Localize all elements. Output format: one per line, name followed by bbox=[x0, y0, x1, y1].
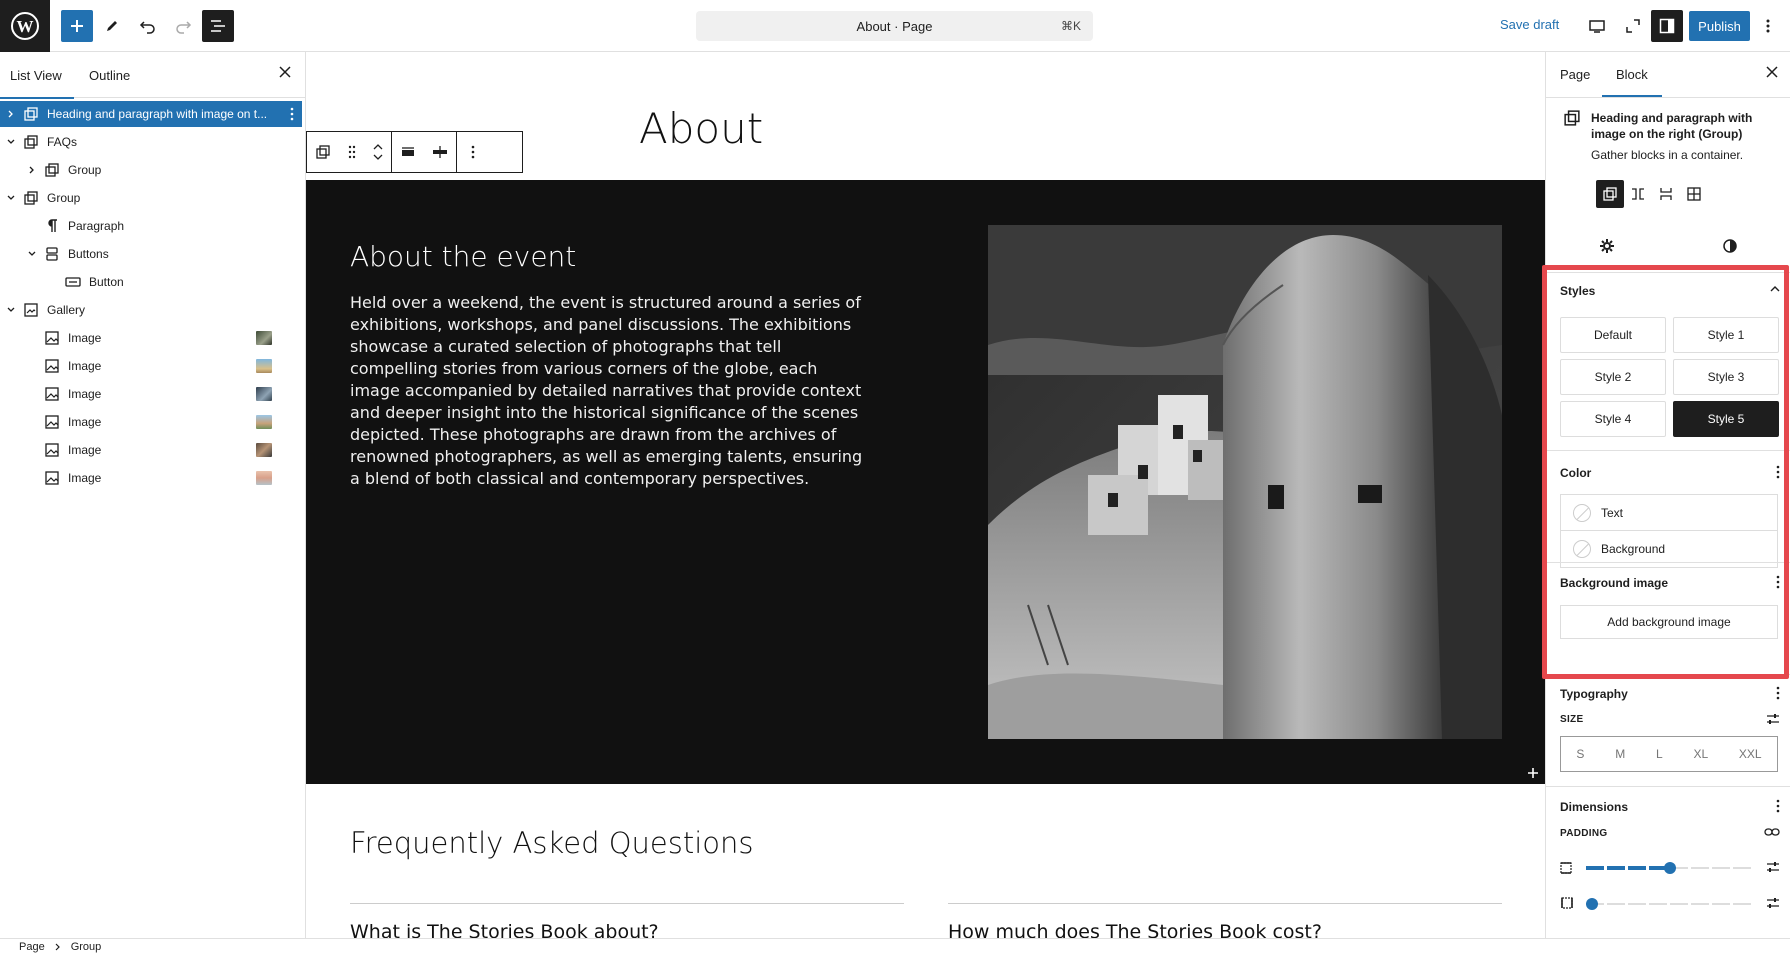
block-toolbar bbox=[306, 131, 523, 173]
tab-page[interactable]: Page bbox=[1560, 67, 1591, 82]
page-title[interactable]: About bbox=[639, 104, 764, 153]
size-option-m[interactable]: M bbox=[1615, 747, 1626, 761]
list-item-label: Group bbox=[68, 163, 102, 177]
typography-options-icon[interactable] bbox=[1776, 686, 1780, 700]
more-group bbox=[457, 132, 489, 172]
document-title: About · Page bbox=[856, 18, 933, 34]
list-item-image[interactable] bbox=[0, 325, 302, 351]
sidebar-tabs bbox=[1546, 52, 1790, 98]
document-overview-icon[interactable] bbox=[202, 10, 234, 42]
link-sides-icon[interactable] bbox=[1764, 827, 1780, 837]
panel-divider bbox=[1546, 272, 1790, 273]
buttons-icon bbox=[44, 246, 60, 262]
chevron-right-icon[interactable] bbox=[5, 108, 17, 120]
breadcrumb-item-group[interactable]: Group bbox=[70, 940, 102, 953]
tab-outline[interactable]: Outline bbox=[89, 68, 131, 83]
list-item-label: Image bbox=[68, 415, 102, 429]
undo-icon[interactable] bbox=[132, 10, 164, 42]
list-item-label: Image bbox=[68, 331, 102, 345]
group-icon bbox=[23, 190, 39, 206]
group-icon bbox=[23, 134, 39, 150]
faq-question[interactable]: How much does The Stories Book cost? bbox=[948, 921, 1322, 938]
list-item-faqs[interactable] bbox=[0, 129, 302, 155]
group-icon bbox=[23, 106, 39, 122]
style-4-button[interactable]: Style 4 bbox=[1560, 401, 1666, 437]
list-item-button[interactable] bbox=[0, 269, 302, 295]
chevron-down-icon[interactable] bbox=[5, 136, 17, 148]
svg-text:W: W bbox=[16, 17, 34, 36]
horizontal-padding-icon bbox=[1560, 897, 1574, 909]
block-type-group bbox=[307, 132, 392, 172]
image-icon bbox=[44, 386, 60, 402]
chevron-down-icon[interactable] bbox=[26, 248, 38, 260]
drag-handle-icon[interactable] bbox=[339, 132, 365, 172]
list-item-image[interactable] bbox=[0, 353, 302, 379]
panel-divider bbox=[1546, 562, 1790, 563]
add-block-button[interactable] bbox=[61, 10, 93, 42]
list-item-label: Heading and paragraph with image on t... bbox=[47, 107, 268, 121]
options-menu-icon[interactable] bbox=[1758, 10, 1778, 42]
group-icon bbox=[1564, 110, 1580, 126]
list-item-image[interactable] bbox=[0, 465, 302, 491]
block-variations bbox=[1596, 180, 1708, 208]
align-full-icon[interactable] bbox=[392, 132, 424, 172]
slider-thumb[interactable] bbox=[1664, 862, 1676, 874]
background-image-panel-title: Background image bbox=[1560, 576, 1669, 590]
color-settings-list bbox=[1560, 494, 1778, 568]
command-shortcut: ⌘K bbox=[1060, 19, 1081, 33]
size-label: SIZE bbox=[1560, 714, 1584, 725]
image-thumbnail bbox=[256, 471, 272, 485]
empty-swatch-icon bbox=[1573, 504, 1591, 522]
horizontal-padding-slider[interactable] bbox=[1586, 902, 1754, 906]
dimensions-panel-title: Dimensions bbox=[1560, 800, 1629, 814]
chevron-down-icon[interactable] bbox=[5, 192, 17, 204]
wordpress-logo-icon[interactable] bbox=[0, 0, 50, 52]
image-icon bbox=[44, 330, 60, 346]
inspector-tabs bbox=[1546, 228, 1790, 264]
image-thumbnail bbox=[256, 443, 272, 457]
list-item-label: Group bbox=[47, 191, 81, 205]
text-color-item[interactable] bbox=[1561, 495, 1777, 531]
image-icon bbox=[44, 358, 60, 374]
button-icon bbox=[65, 274, 81, 290]
stack-variation-icon[interactable] bbox=[1652, 180, 1680, 208]
image-thumbnail bbox=[256, 331, 272, 345]
custom-padding-icon[interactable] bbox=[1766, 897, 1780, 909]
move-up-down-icon[interactable] bbox=[365, 132, 391, 172]
text-color-label: Text bbox=[1601, 505, 1624, 520]
vertical-padding-icon bbox=[1560, 861, 1572, 875]
half-circle-styles-icon[interactable] bbox=[1669, 228, 1790, 264]
chevron-right-icon bbox=[55, 943, 61, 951]
grid-variation-icon[interactable] bbox=[1680, 180, 1708, 208]
styles-panel-title[interactable]: Styles bbox=[1560, 284, 1596, 298]
settings-sidebar bbox=[1545, 52, 1790, 938]
vertical-padding-slider[interactable] bbox=[1586, 866, 1754, 870]
image-icon bbox=[44, 442, 60, 458]
list-item-label: Image bbox=[68, 471, 102, 485]
event-heading[interactable]: About the event bbox=[350, 240, 577, 273]
pencil-icon[interactable] bbox=[96, 10, 128, 42]
dimensions-options-icon[interactable] bbox=[1776, 799, 1780, 813]
publish-button[interactable]: Publish bbox=[1689, 11, 1750, 41]
close-icon[interactable] bbox=[279, 66, 291, 78]
list-item-label: Gallery bbox=[47, 303, 86, 317]
style-5-button[interactable]: Style 5 bbox=[1673, 401, 1779, 437]
chevron-down-icon[interactable] bbox=[5, 304, 17, 316]
list-item-image[interactable] bbox=[0, 381, 302, 407]
list-item-buttons[interactable] bbox=[0, 241, 302, 267]
row-variation-icon[interactable] bbox=[1624, 180, 1652, 208]
group-icon bbox=[44, 162, 60, 178]
more-options-icon[interactable] bbox=[457, 132, 489, 172]
image-icon bbox=[44, 414, 60, 430]
add-block-plus-icon[interactable] bbox=[1525, 765, 1541, 781]
event-paragraph[interactable]: Held over a weekend, the event is structured around a series of exhibitions, workshops, and panel discussions. The exhibitions showcase a curated selection of photographs that tell compelling stories from various corners of the globe, each image accompanied by detailed narratives that provide context and deeper insight into the historical significance of the scenes depicted. These photographs are drawn from the archives of renowned photographers, as well as emerging talents, ensuring a blend of both classical and contemporary perspectives. bbox=[350, 293, 863, 488]
list-item-paragraph[interactable] bbox=[0, 213, 302, 239]
settings-sidebar-icon[interactable] bbox=[1651, 10, 1683, 42]
size-option-s[interactable]: S bbox=[1576, 747, 1585, 761]
slider-fill bbox=[1586, 866, 1670, 870]
panel-divider bbox=[1546, 674, 1790, 675]
more-options-icon[interactable] bbox=[290, 107, 294, 121]
list-item-label: Image bbox=[68, 387, 102, 401]
size-option-xxl[interactable]: XXL bbox=[1738, 747, 1762, 761]
typography-panel-title: Typography bbox=[1560, 687, 1628, 701]
list-item-label: Paragraph bbox=[68, 219, 125, 233]
editor-canvas[interactable] bbox=[306, 52, 1545, 938]
group-icon[interactable] bbox=[307, 132, 339, 172]
slider-track bbox=[1586, 903, 1754, 905]
close-icon[interactable] bbox=[1766, 66, 1778, 78]
image-thumbnail bbox=[256, 415, 272, 429]
gallery-icon bbox=[23, 302, 39, 318]
paragraph-icon bbox=[44, 218, 60, 234]
alignment-group bbox=[392, 132, 457, 172]
group-variation-icon[interactable] bbox=[1596, 180, 1624, 208]
style-1-button[interactable]: Style 1 bbox=[1673, 317, 1779, 353]
custom-size-icon[interactable] bbox=[1766, 713, 1780, 725]
custom-padding-icon[interactable] bbox=[1766, 861, 1780, 873]
faq-divider bbox=[350, 903, 904, 904]
tab-block[interactable]: Block bbox=[1616, 67, 1648, 82]
top-toolbar bbox=[0, 0, 1790, 52]
chevron-right-icon[interactable] bbox=[26, 164, 38, 176]
list-view-panel bbox=[0, 52, 306, 938]
font-size-toggle bbox=[1560, 736, 1778, 772]
save-draft-button[interactable]: Save draft bbox=[1500, 17, 1560, 32]
color-panel-title: Color bbox=[1560, 466, 1592, 480]
list-item-group[interactable] bbox=[0, 185, 302, 211]
redo-icon[interactable] bbox=[167, 10, 199, 42]
desktop-preview-icon[interactable] bbox=[1581, 10, 1613, 42]
list-item-group[interactable] bbox=[0, 157, 302, 183]
image-icon bbox=[44, 470, 60, 486]
list-item-label: Buttons bbox=[68, 247, 109, 261]
cliff-dwelling-image[interactable] bbox=[988, 225, 1502, 739]
list-item-label: Button bbox=[89, 275, 124, 289]
faq-heading[interactable]: Frequently Asked Questions bbox=[350, 826, 754, 860]
style-default-button[interactable]: Default bbox=[1560, 317, 1666, 353]
style-3-button[interactable]: Style 3 bbox=[1673, 359, 1779, 395]
chevron-up-icon[interactable] bbox=[1770, 285, 1780, 293]
image-thumbnail bbox=[256, 359, 272, 373]
image-thumbnail bbox=[256, 387, 272, 401]
padding-label: PADDING bbox=[1560, 828, 1608, 839]
list-item-gallery[interactable] bbox=[0, 297, 302, 323]
panel-divider bbox=[1546, 786, 1790, 787]
tab-list-view[interactable]: List View bbox=[10, 68, 62, 83]
list-item-image[interactable] bbox=[0, 437, 302, 463]
list-item-heading-group[interactable] bbox=[0, 101, 302, 127]
background-color-label: Background bbox=[1601, 542, 1666, 556]
empty-swatch-icon bbox=[1573, 540, 1591, 558]
style-2-button[interactable]: Style 2 bbox=[1560, 359, 1666, 395]
block-title: Heading and paragraph with image on the right (Group) bbox=[1591, 111, 1753, 141]
breadcrumb-item-page[interactable]: Page bbox=[19, 940, 45, 953]
color-options-icon[interactable] bbox=[1776, 465, 1780, 479]
list-item-label: Image bbox=[68, 359, 102, 373]
slider-thumb[interactable] bbox=[1586, 898, 1598, 910]
background-image-options-icon[interactable] bbox=[1776, 575, 1780, 589]
justify-icon[interactable] bbox=[424, 132, 456, 172]
faq-question[interactable]: What is The Stories Book about? bbox=[350, 921, 659, 938]
block-description: Gather blocks in a container. bbox=[1591, 148, 1744, 162]
size-option-l[interactable]: L bbox=[1655, 747, 1663, 761]
list-item-label: FAQs bbox=[47, 135, 78, 149]
panel-divider bbox=[1546, 450, 1790, 451]
list-view-tabs bbox=[0, 52, 305, 98]
size-option-xl[interactable]: XL bbox=[1693, 747, 1709, 761]
breadcrumb bbox=[0, 938, 1790, 954]
list-item-label: Image bbox=[68, 443, 102, 457]
gear-icon[interactable] bbox=[1546, 228, 1669, 264]
document-title-bar[interactable] bbox=[696, 11, 1093, 41]
list-item-image[interactable] bbox=[0, 409, 302, 435]
faq-divider bbox=[948, 903, 1502, 904]
fullscreen-icon[interactable] bbox=[1617, 10, 1649, 42]
add-background-image-button[interactable]: Add background image bbox=[1560, 605, 1778, 639]
